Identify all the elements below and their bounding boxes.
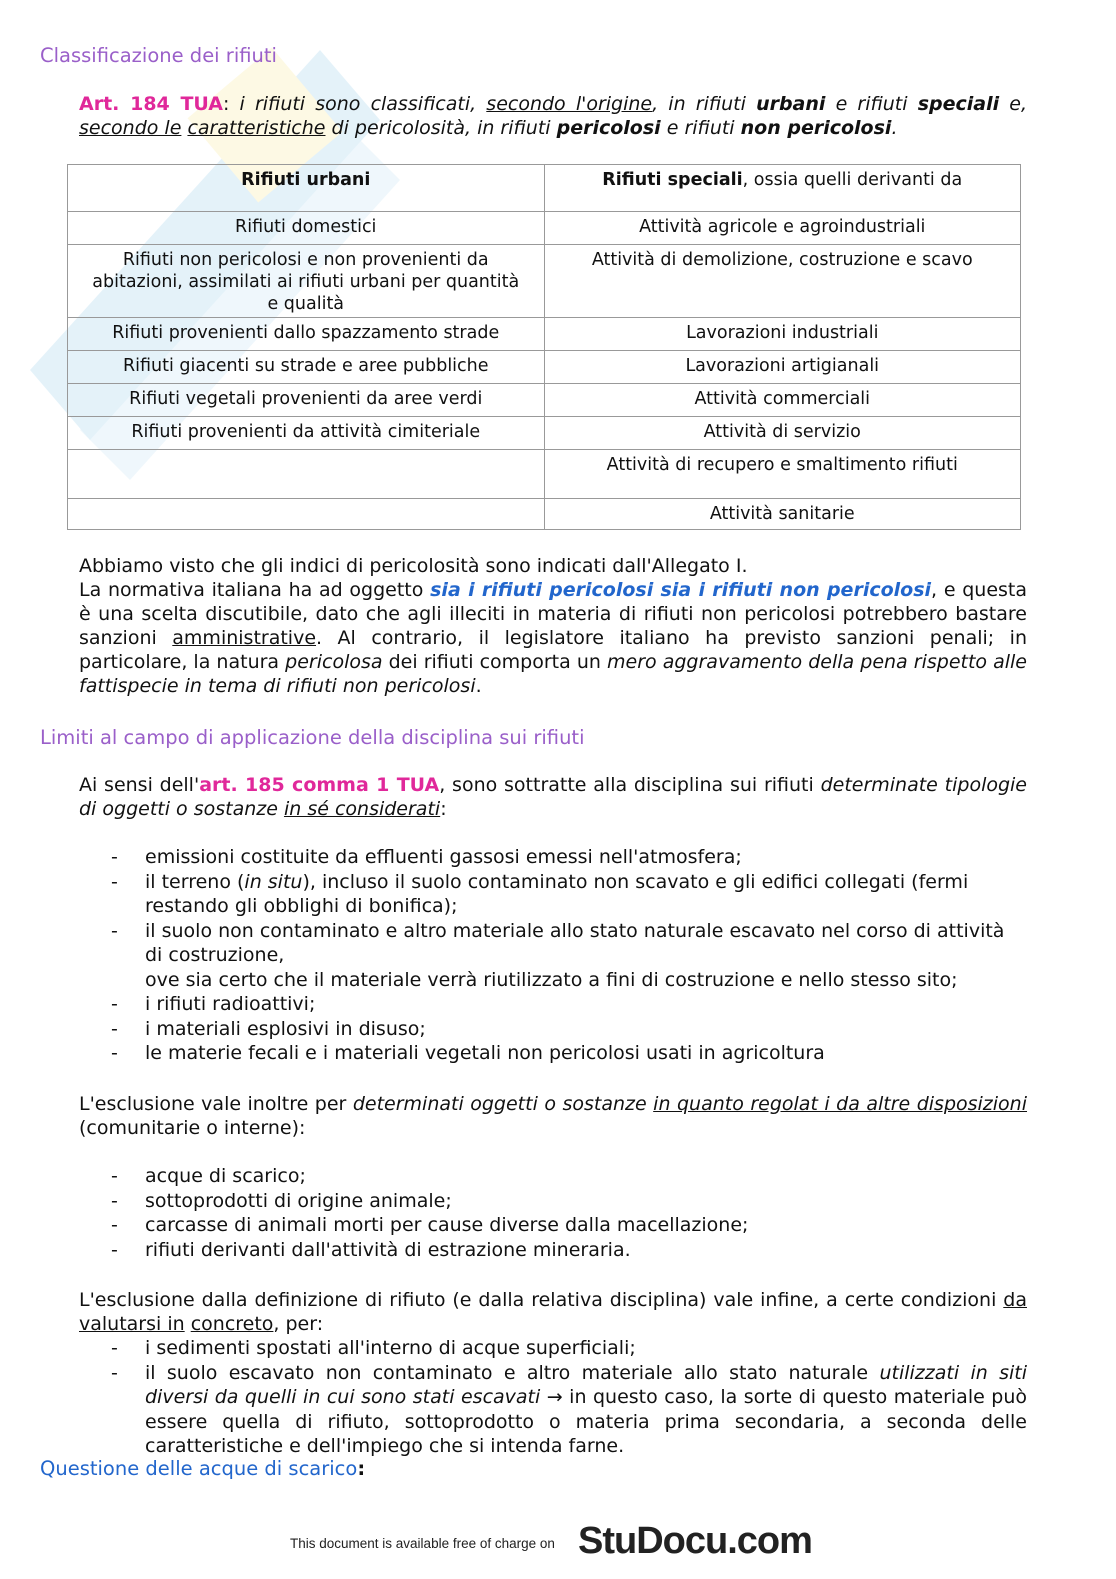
rifiuti-table [67, 164, 1021, 530]
esclusione-finale-paragraph: L'esclusione dalla definizione di rifiuto (e dalla relativa disciplina) vale infine, a certe condizioni da valutarsi in concreto, per: [79, 1289, 1027, 1335]
pericolosita-paragraph: Abbiamo visto che gli indici di pericolosità sono indicati dall'Allegato I. La normativa italiana ha ad oggetto sia i rifiuti pericolosi sia i rifiuti non pericolosi, e questa è una scelta discutibile, dato che agli illeciti in materia di rifiuti non pericolosi potrebbero bastare sanzioni amministrative. Al contrario, il legislatore italiano ha previsto sanzioni penali; in particolare, la natura pericolosa dei rifiuti comporta un mero aggravamento della pena rispetto alle fattispecie in tema di rifiuti non pericolosi. [79, 555, 1028, 697]
table-row: Rifiuti domestici Attività agricole e agroindustriali [68, 212, 1021, 245]
list-item: - rifiuti derivanti dall'attività di estrazione mineraria. [79, 1238, 1027, 1263]
esclusione-paragraph: L'esclusione vale inoltre per determinati oggetti o sostanze in quanto regolat i da altre disposizioni (comunitarie o interne): [79, 1093, 1028, 1139]
list-item: - acque di scarico; [79, 1164, 1027, 1189]
exclusion-list-2 [79, 1164, 1027, 1262]
exclusion-list-1 [79, 845, 1027, 1066]
studocu-footer [290, 1520, 830, 1564]
table-row: Attività sanitarie [68, 499, 1021, 530]
section-title-classificazione: Classificazione dei rifiuti [40, 44, 277, 67]
list-item: - i materiali esplosivi in disuso; [79, 1017, 1027, 1042]
table-row: Rifiuti provenienti dallo spazzamento strade Lavorazioni industriali [68, 318, 1021, 351]
art-184-ref: Art. 184 TUA [79, 93, 223, 115]
list-item: - emissioni costituite da effluenti gassosi emessi nell'atmosfera; [79, 845, 1027, 870]
table-row: Rifiuti non pericolosi e non provenienti da abitazioni, assimilati ai rifiuti urbani per quantità e qualità Attività di demolizione, costruzione e scavo [68, 245, 1021, 318]
table-row: Rifiuti provenienti da attività cimiteriale Attività di servizio [68, 417, 1021, 450]
section-title-limiti: Limiti al campo di applicazione della disciplina sui rifiuti [40, 726, 585, 749]
header-rifiuti-speciali: Rifiuti speciali, ossia quelli derivanti da [544, 165, 1021, 212]
list-item: - il suolo escavato non contaminato e altro materiale allo stato naturale utilizzati in siti diversi da quelli in cui sono stati escavati → in questo caso, la sorte di questo materiale può essere quella di rifiuto, sottoprodotto o materia prima secondaria, a seconda delle caratteristiche e dell'impiego che si intenda farne. [79, 1361, 1027, 1459]
header-rifiuti-urbani: Rifiuti urbani [68, 165, 545, 212]
list-item: - i rifiuti radioattivi; [79, 992, 1027, 1017]
list-item: - sottoprodotti di origine animale; [79, 1189, 1027, 1214]
studocu-logo[interactable]: StuDocu.com [578, 1520, 812, 1562]
list-item: - i sedimenti spostati all'interno di acque superficiali; [79, 1336, 1027, 1361]
table-header-row [68, 165, 1021, 212]
table-row: Rifiuti giacenti su strade e aree pubbliche Lavorazioni artigianali [68, 351, 1021, 384]
table-row: Attività di recupero e smaltimento rifiuti [68, 450, 1021, 499]
exclusion-list-3 [79, 1336, 1027, 1459]
list-item: - le materie fecali e i materiali vegetali non pericolosi usati in agricoltura [79, 1041, 1027, 1066]
art184-paragraph: Art. 184 TUA: i rifiuti sono classificati, secondo l'origine, in rifiuti urbani e rifiuti speciali e, secondo le caratteristiche di pericolosità, in rifiuti pericolosi e rifiuti non pericolosi. [79, 93, 1027, 139]
section-title-acque: Questione delle acque di scarico: [40, 1457, 366, 1480]
list-item: - carcasse di animali morti per cause diverse dalla macellazione; [79, 1213, 1027, 1238]
footer-text: This document is available free of charge on [290, 1536, 555, 1551]
list-item: - il suolo non contaminato e altro materiale allo stato naturale escavato nel corso di attività di costruzione, ove sia certo che il materiale verrà riutilizzato a fini di costruzione e nello stesso sito; [79, 919, 1027, 993]
art185-paragraph: Ai sensi dell'art. 185 comma 1 TUA, sono sottratte alla disciplina sui rifiuti determinate tipologie di oggetti o sostanze in sé considerati: [79, 774, 1028, 820]
list-item: - il terreno (in situ), incluso il suolo contaminato non scavato e gli edifici collegati (fermi restando gli obblighi di bonifica); [79, 870, 1027, 919]
table-row: Rifiuti vegetali provenienti da aree verdi Attività commerciali [68, 384, 1021, 417]
art-185-ref: art. 185 comma 1 TUA [199, 774, 440, 796]
